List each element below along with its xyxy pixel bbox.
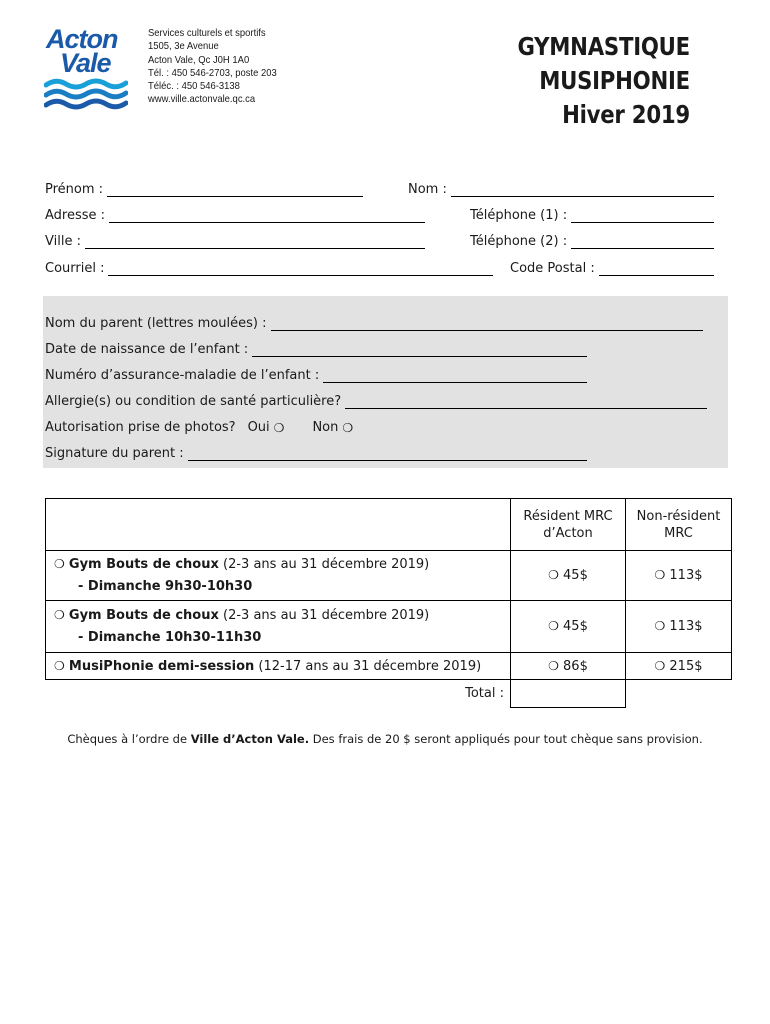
assurance-maladie-label: Numéro d’assurance-maladie de l’enfant : <box>45 368 320 383</box>
code-postal-label: Code Postal : <box>510 261 595 276</box>
activity-options-table <box>45 498 732 708</box>
signature-label: Signature du parent : <box>45 446 184 461</box>
resident-price-cell[interactable] <box>511 551 626 601</box>
payment-note-after: Des frais de 20 $ seront appliqués pour tout chèque sans provision. <box>309 732 703 746</box>
nom-parent-line[interactable] <box>271 317 703 331</box>
nonresident-price-cell[interactable] <box>626 653 732 680</box>
telephone2-label: Téléphone (2) : <box>470 234 568 249</box>
telephone2-field[interactable] <box>470 231 714 249</box>
nom-parent-label: Nom du parent (lettres moulées) : <box>45 316 267 331</box>
nonresident-header-line: MRC <box>664 525 693 541</box>
total-blank-cell <box>626 680 732 708</box>
nonresident-header <box>626 499 732 551</box>
nonresident-header-line: Non-résident <box>636 508 721 524</box>
price-radio-icon[interactable]: ❍ <box>548 658 559 673</box>
prenom-label: Prénom : <box>45 182 104 197</box>
water-waves-icon <box>44 78 128 110</box>
photo-authorization-label: Autorisation prise de photos? <box>45 420 236 435</box>
org-line: 1505, 3e Avenue <box>148 40 219 53</box>
option-radio-icon[interactable]: ❍ <box>54 658 65 673</box>
option-name: Gym Bouts de choux <box>68 608 219 623</box>
date-naissance-field[interactable] <box>45 339 587 357</box>
signature-field[interactable] <box>45 443 587 461</box>
option-schedule-text: Dimanche 9h30-10h30 <box>87 579 253 594</box>
assurance-maladie-field[interactable] <box>45 365 587 383</box>
option-radio-icon[interactable]: ❍ <box>54 557 65 571</box>
option-detail: (2-3 ans au 31 décembre 2019) <box>218 608 430 623</box>
table-row <box>46 551 732 601</box>
prenom-line[interactable] <box>107 183 363 197</box>
photo-authorization <box>45 417 385 435</box>
resident-header-line: Résident MRC <box>523 508 613 524</box>
total-row <box>46 680 732 708</box>
price-radio-icon[interactable]: ❍ <box>654 658 666 673</box>
table-header-row <box>46 499 732 551</box>
signature-line[interactable] <box>188 447 587 461</box>
prenom-field[interactable] <box>45 179 363 197</box>
nonresident-price: 113$ <box>669 568 703 583</box>
allergies-field[interactable] <box>45 391 707 409</box>
option-cell <box>46 551 511 601</box>
option-title <box>54 604 510 627</box>
code-postal-line[interactable] <box>599 262 714 276</box>
option-schedule-text: Dimanche 10h30-11h30 <box>87 630 262 645</box>
nonresident-price-cell[interactable] <box>626 601 732 653</box>
org-line: Services culturels et sportifs <box>148 27 266 39</box>
total-label: Total : <box>46 680 511 708</box>
telephone1-label: Téléphone (1) : <box>470 208 568 223</box>
nom-line[interactable] <box>451 183 714 197</box>
total-input-cell[interactable] <box>511 680 626 708</box>
title-line-1: GYMNASTIQUE <box>517 32 690 61</box>
org-line: www.ville.actonvale.qc.ca <box>148 93 256 106</box>
price-radio-icon[interactable]: ❍ <box>654 619 666 633</box>
logo-word-acton: Acton <box>46 24 118 54</box>
allergies-label: Allergie(s) ou condition de santé particulière? <box>45 394 342 409</box>
form-title <box>518 30 690 132</box>
resident-header <box>511 499 626 551</box>
org-line: Acton Vale, Qc J0H 1A0 <box>148 53 250 66</box>
title-line-2: MUSIPHONIE <box>539 66 690 95</box>
resident-price-cell[interactable] <box>511 601 626 653</box>
allergies-line[interactable] <box>345 395 707 409</box>
resident-price: 45$ <box>563 568 588 583</box>
courriel-label: Courriel : <box>45 261 105 276</box>
adresse-field[interactable] <box>45 205 425 223</box>
date-naissance-line[interactable] <box>252 343 587 357</box>
table-row <box>46 601 732 653</box>
payment-note-before: Chèques à l’ordre de <box>67 732 191 746</box>
price-radio-icon[interactable]: ❍ <box>548 619 559 633</box>
telephone2-line[interactable] <box>571 235 714 249</box>
table-row <box>46 653 732 680</box>
nom-parent-field[interactable] <box>45 313 703 331</box>
nom-label: Nom : <box>408 182 447 197</box>
organization-contact-info <box>148 27 277 107</box>
adresse-label: Adresse : <box>45 208 106 223</box>
org-line: Téléc. : 450 546-3138 <box>148 80 240 93</box>
org-line: Tél. : 450 546-2703, poste 203 <box>148 66 277 79</box>
telephone1-line[interactable] <box>571 209 714 223</box>
nonresident-price: 215$ <box>669 658 703 674</box>
ville-line[interactable] <box>85 235 425 249</box>
courriel-line[interactable] <box>108 262 493 276</box>
logo-word-vale: Vale <box>60 48 111 78</box>
date-naissance-label: Date de naissance de l’enfant : <box>45 342 249 357</box>
ville-field[interactable] <box>45 231 425 249</box>
courriel-field[interactable] <box>45 258 493 276</box>
payment-payee: Ville d’Acton Vale. <box>190 732 310 746</box>
acton-vale-logo <box>44 26 128 110</box>
option-cell <box>46 653 511 680</box>
oui-radio-icon[interactable]: ❍ <box>273 421 285 435</box>
price-radio-icon[interactable]: ❍ <box>548 568 559 582</box>
assurance-maladie-line[interactable] <box>323 369 587 383</box>
nonresident-price-cell[interactable] <box>626 551 732 601</box>
nom-field[interactable] <box>408 179 714 197</box>
option-title <box>54 655 510 678</box>
option-detail: (12-17 ans au 31 décembre 2019) <box>254 658 482 674</box>
option-radio-icon[interactable]: ❍ <box>54 608 65 622</box>
option-name: MusiPhonie demi-session <box>68 658 255 674</box>
resident-price: 45$ <box>563 619 588 634</box>
option-schedule: - Dimanche 9h30-10h30 <box>78 579 253 594</box>
resident-price-cell[interactable] <box>511 653 626 680</box>
nonresident-price: 113$ <box>669 619 703 634</box>
price-radio-icon[interactable]: ❍ <box>654 568 666 582</box>
option-title <box>54 553 510 576</box>
ville-label: Ville : <box>45 234 81 249</box>
adresse-line[interactable] <box>109 209 425 223</box>
code-postal-field[interactable] <box>510 258 714 276</box>
non-radio-icon[interactable]: ❍ <box>342 421 354 435</box>
resident-header-line: d’Acton <box>543 525 593 541</box>
header-blank-cell <box>46 499 511 551</box>
option-cell <box>46 601 511 653</box>
title-line-3: Hiver 2019 <box>562 100 690 129</box>
option-detail: (2-3 ans au 31 décembre 2019) <box>218 557 430 572</box>
resident-price: 86$ <box>563 658 588 674</box>
oui-label: Oui <box>247 420 270 435</box>
option-name: Gym Bouts de choux <box>68 557 219 572</box>
option-schedule: - Dimanche 10h30-11h30 <box>78 630 262 645</box>
non-label: Non <box>312 420 339 435</box>
payment-note <box>0 732 770 746</box>
telephone1-field[interactable] <box>470 205 714 223</box>
